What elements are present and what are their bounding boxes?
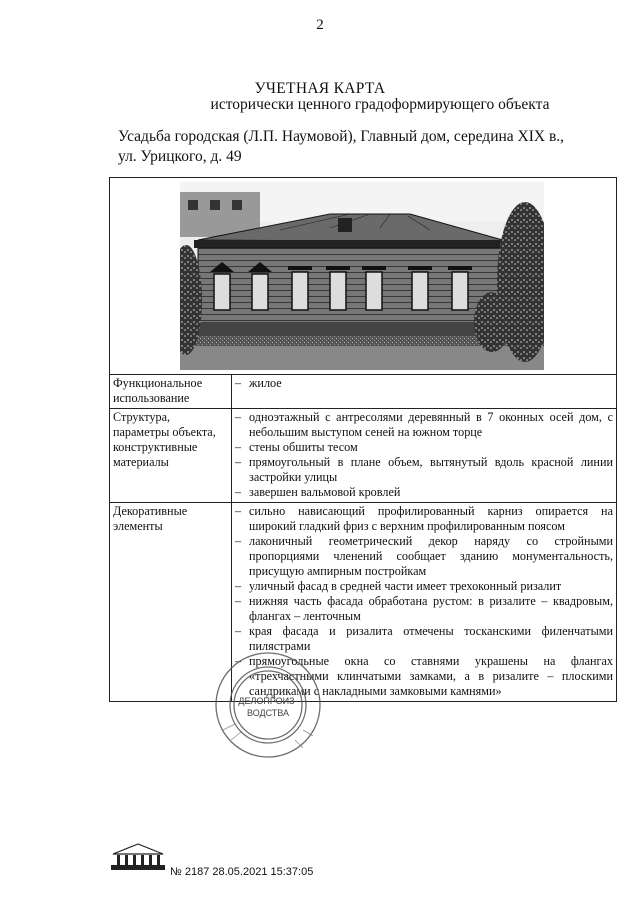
table-row <box>110 375 616 409</box>
list-item: – прямоугольные окна со ставнями украшены на флангах «трехчастными клинчатыми замками, а в ризалите – плоскими сандриками с накладными замковыми камнями» <box>235 654 613 699</box>
table-row <box>110 503 616 702</box>
row-label: Структура, параметры объекта, конструктивные материалы <box>110 409 232 503</box>
svg-text:ДЕЛОПРОИЗ-: ДЕЛОПРОИЗ- <box>238 696 298 706</box>
row-content <box>232 409 617 503</box>
office-stamp <box>203 650 333 760</box>
table-row <box>110 409 616 503</box>
list-item: – завершен вальмовой кровлей <box>235 485 613 500</box>
list-item: – края фасада и ризалита отмечены тосканскими филенчатыми пилястрами <box>235 624 613 654</box>
object-name <box>118 127 598 167</box>
object-name-line-1: Усадьба городская (Л.П. Наумовой), Главный дом, середина XIX в., <box>118 128 565 145</box>
record-card <box>109 177 617 702</box>
row-label: Декоративные элементы <box>110 503 232 702</box>
building-photo-cell <box>110 178 616 375</box>
attributes-table <box>110 375 616 701</box>
list-item: – жилое <box>235 376 613 391</box>
list-item: – нижняя часть фасада обработана рустом: в ризалите – квадровым, флангах – ленточным <box>235 594 613 624</box>
list-item: – прямоугольный в плане объем, вытянутый вдоль красной линии застройки улицы <box>235 455 613 485</box>
document-title: УЧЕТНАЯ КАРТА <box>254 80 386 97</box>
document-subtitle: исторически ценного градоформирующего объекта <box>210 96 550 113</box>
row-content <box>232 375 617 409</box>
list-item: – лаконичный геометрический декор наряду со стройными пропорциями членений сообщает зданию монументальность, присущую ампирным постройкам <box>235 534 613 579</box>
row-label: Функциональное использование <box>110 375 232 409</box>
building-logo-icon <box>107 842 169 872</box>
registration-number: № 2187 28.05.2021 15:37:05 <box>170 866 314 878</box>
list-item: – стены обшиты тесом <box>235 440 613 455</box>
page-number: 2 <box>316 17 324 33</box>
object-name-line-2: ул. Урицкого, д. 49 <box>118 148 242 165</box>
list-item: – одноэтажный с антресолями деревянный в 7 оконных осей дом, с небольшим выступом сеней на южном торце <box>235 410 613 440</box>
list-item: – сильно нависающий профилированный карниз опирается на широкий гладкий фриз с верхним профилированным поясом <box>235 504 613 534</box>
building-photo <box>180 182 544 370</box>
svg-text:ВОДСТВА: ВОДСТВА <box>246 708 290 718</box>
list-item: – уличный фасад в средней части имеет трехоконный ризалит <box>235 579 613 594</box>
